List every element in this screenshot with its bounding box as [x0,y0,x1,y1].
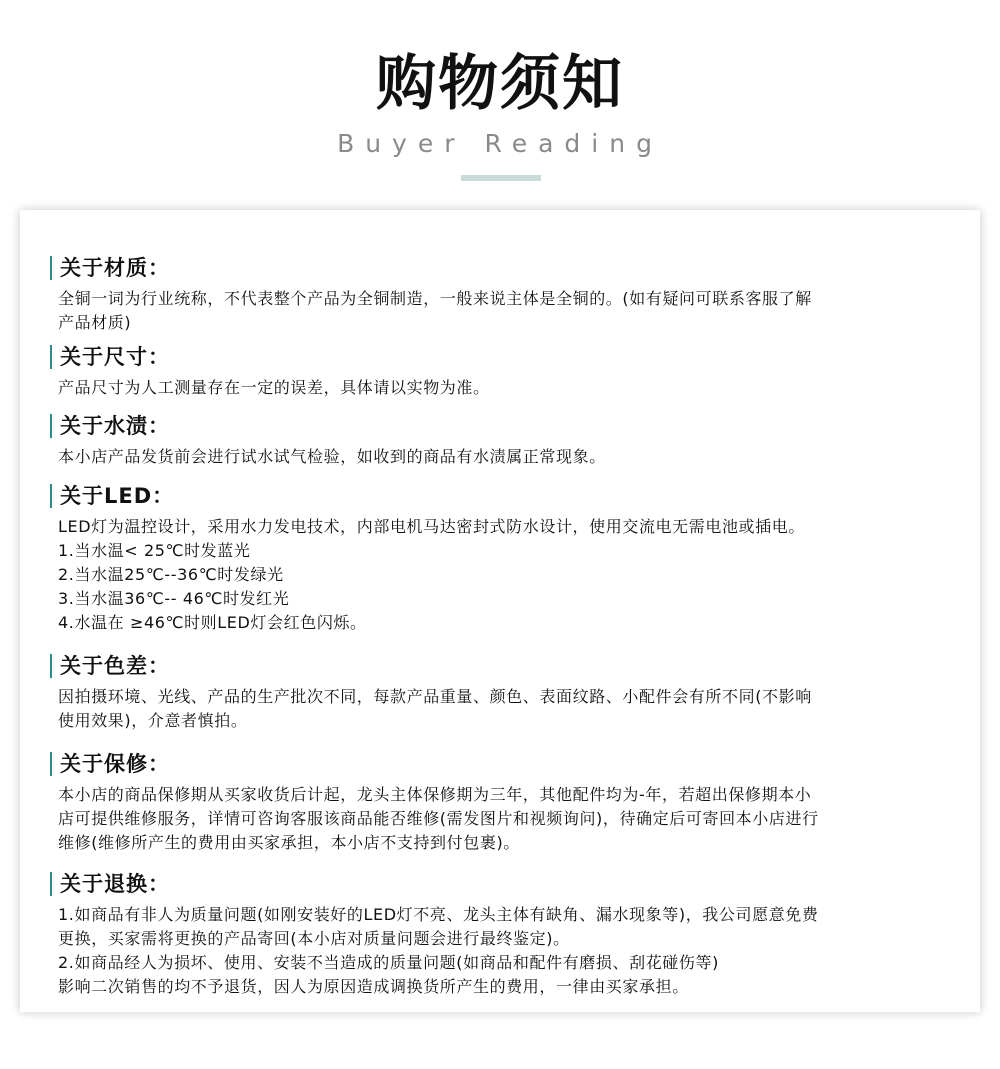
section-text: 2.如商品经人为损坏、使用、安装不当造成的质量问题(如商品和配件有磨损、刮花碰伤等) [58,953,719,972]
section-marker [50,752,52,776]
title-underline [461,175,541,181]
page-subtitle: Buyer Reading [337,129,663,158]
section-text: 店可提供维修服务，详情可咨询客服该商品能否维修(需发图片和视频询问)，待确定后可寄回本小店进行 [58,809,819,828]
section-marker [50,345,52,369]
section-marker [50,872,52,896]
section-warranty [56,750,946,855]
section-text: 产品尺寸为人工测量存在一定的误差，具体请以实物为准。 [58,378,490,397]
section-text: 3.当水温36℃-- 46℃时发红光 [58,589,290,608]
page-header [0,0,1000,200]
section-text: 本小店产品发货前会进行试水试气检验，如收到的商品有水渍属正常现象。 [58,447,606,466]
notice-card [20,210,980,1012]
section-text: 全铜一词为行业统称，不代表整个产品为全铜制造，一般来说主体是全铜的。(如有疑问可联系客服了解 [58,289,812,308]
section-title: 关于LED： [60,484,175,508]
section-title: 关于水渍： [60,414,170,438]
section-text: 1.如商品有非人为质量问题(如刚安装好的LED灯不亮、龙头主体有缺角、漏水现象等)，我公司愿意免费 [58,905,819,924]
section-led [56,482,946,635]
section-color-difference [56,652,946,733]
section-text: 维修(维修所产生的费用由买家承担，本小店不支持到付包裹)。 [58,833,520,852]
section-title: 关于尺寸： [60,345,170,369]
section-text: 1.当水温< 25℃时发蓝光 [58,541,251,560]
section-marker [50,256,52,280]
section-text: 因拍摄环境、光线、产品的生产批次不同，每款产品重量、颜色、表面纹路、小配件会有所不同(不影响 [58,687,812,706]
section-marker [50,414,52,438]
section-water-stain [56,412,946,469]
section-text: 本小店的商品保修期从买家收货后计起，龙头主体保修期为三年，其他配件均为-年，若超出保修期本小 [58,785,812,804]
section-title: 关于材质： [60,256,170,280]
section-material [56,254,946,335]
section-size [56,343,946,400]
section-text: 更换，买家需将更换的产品寄回(本小店对质量问题会进行最终鉴定)。 [58,929,570,948]
section-text: 4.水温在 ≥46℃时则LED灯会红色闪烁。 [58,613,367,632]
section-title: 关于色差： [60,654,170,678]
section-title: 关于保修： [60,752,170,776]
page-title: 购物须知 [376,49,624,119]
section-title: 关于退换： [60,872,170,896]
section-return-exchange [56,870,946,999]
section-text: LED灯为温控设计，采用水力发电技术，内部电机马达密封式防水设计，使用交流电无需电池或插电。 [58,517,805,536]
section-text: 2.当水温25℃--36℃时发绿光 [58,565,284,584]
section-text: 使用效果)，介意者慎拍。 [58,711,248,730]
section-text: 产品材质) [58,313,132,332]
section-text: 影响二次销售的均不予退货，因人为原因造成调换货所产生的费用，一律由买家承担。 [58,977,689,996]
section-marker [50,484,52,508]
section-marker [50,654,52,678]
